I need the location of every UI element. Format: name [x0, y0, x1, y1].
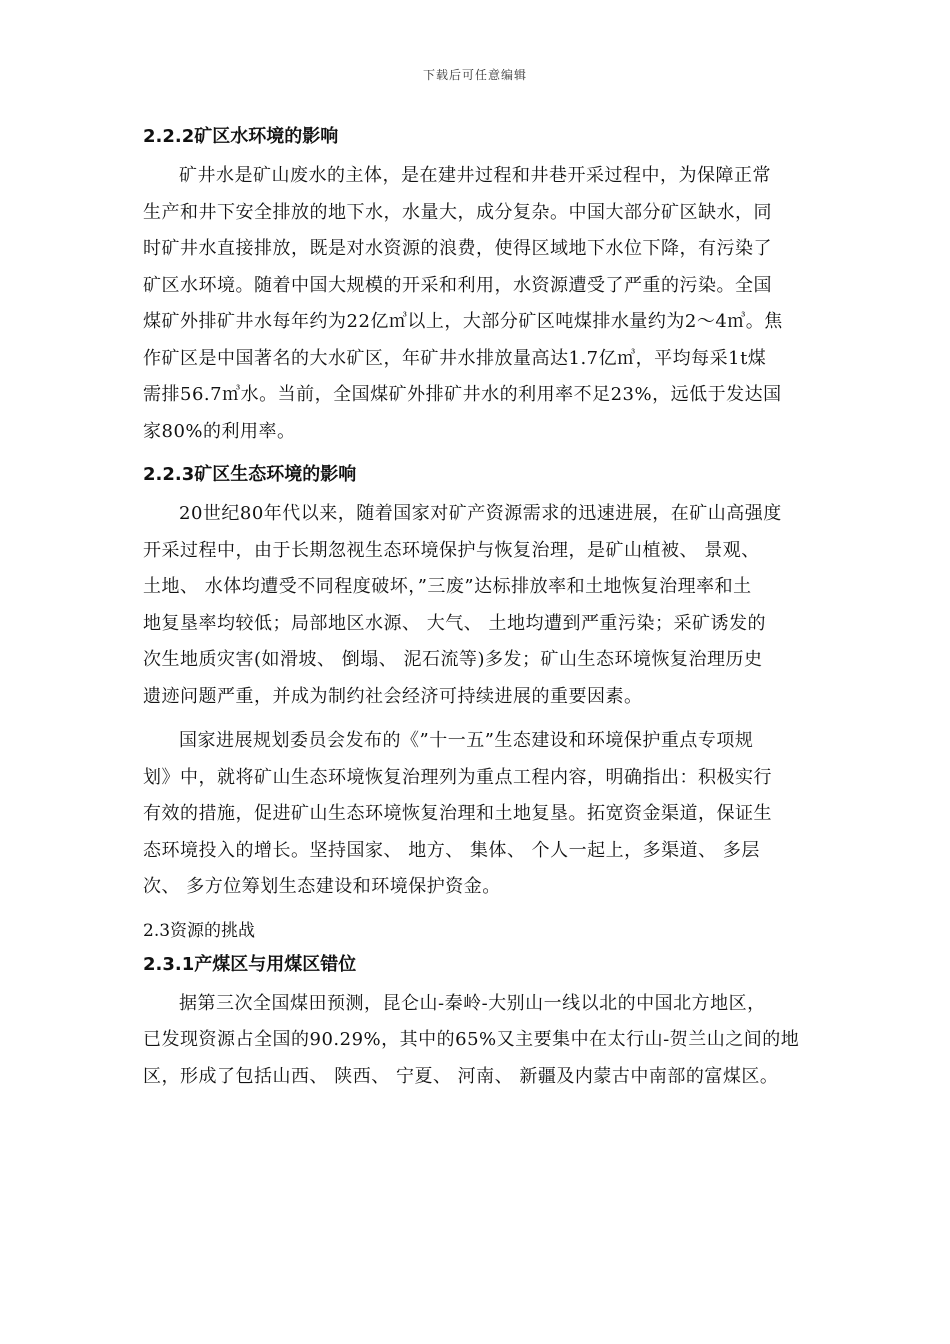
- text-line: 区，形成了包括山西、 陕西、 宁夏、 河南、 新疆及内蒙古中南部的富煤区。: [143, 1065, 779, 1087]
- text-line: 据第三次全国煤田预测，昆仑山-秦岭-大别山一线以北的中国北方地区，: [179, 992, 766, 1014]
- text-line: 次生地质灾害(如滑坡、 倒塌、 泥石流等)多发；矿山生态环境恢复治理历史: [143, 649, 763, 670]
- text-line: 态环境投入的增长。坚持国家、 地方、 集体、 个人一起上，多渠道、 多层: [143, 839, 760, 861]
- section-heading-2-2-3: 2.2.3矿区生态环境的影响: [143, 464, 357, 485]
- paragraph-mine-water: [143, 158, 813, 450]
- text-line: 时矿井水直接排放，既是对水资源的浪费，使得区域地下水位下降，有污染了: [143, 238, 772, 259]
- text-line: 矿井水是矿山废水的主体，是在建井过程和井巷开采过程中，为保障正常: [179, 165, 771, 186]
- text-line: 有效的措施，促进矿山生态环境恢复治理和土地复垦。拓宽资金渠道，保证生: [143, 803, 772, 824]
- text-line: 煤矿外排矿井水每年约为22亿㎥以上，大部分矿区吨煤排水量约为2～4㎥。焦: [143, 311, 783, 332]
- text-line: 国家进展规划委员会发布的《”十一五”生态建设和环境保护重点专项规: [179, 730, 754, 751]
- section-heading-2-3: 2.3资源的挑战: [143, 920, 256, 941]
- text-line: 地复垦率均较低；局部地区水源、 大气、 土地均遭到严重污染；采矿诱发的: [143, 612, 766, 634]
- text-line: 家80%的利用率。: [143, 420, 296, 442]
- section-heading-2-2-2: 2.2.2矿区水环境的影响: [143, 126, 339, 147]
- text-line: 需排56.7㎥水。当前，全国煤矿外排矿井水的利用率不足23%，远低于发达国: [143, 384, 782, 405]
- text-line: 土地、 水体均遭受不同程度破坏，”三废”达标排放率和土地恢复治理率和土: [143, 576, 752, 597]
- text-line: 作矿区是中国著名的大水矿区，年矿井水排放量高达1.7亿㎥，平均每采1t煤: [143, 347, 767, 369]
- text-line: 20世纪80年代以来，随着国家对矿产资源需求的迅速进展，在矿山高强度: [179, 503, 782, 524]
- text-line: 划》中，就将矿山生态环境恢复治理列为重点工程内容，明确指出：积极实行: [143, 766, 772, 788]
- text-line: 遗迹问题严重，并成为制约社会经济可持续进展的重要因素。: [143, 685, 643, 707]
- page-header: 下载后可任意编辑: [422, 68, 527, 82]
- paragraph-ecology-damage: [143, 496, 813, 715]
- text-line: 开采过程中，由于长期忽视生态环境保护与恢复治理，是矿山植被、 景观、: [143, 539, 760, 561]
- text-line: 已发现资源占全国的90.29%，其中的65%又主要集中在太行山-贺兰山之间的地: [143, 1029, 800, 1050]
- paragraph-planning-commission: [143, 723, 813, 906]
- document-body: [143, 120, 813, 1103]
- text-line: 次、 多方位筹划生态建设和环境保护资金。: [143, 876, 501, 897]
- text-line: 矿区水环境。随着中国大规模的开采和利用，水资源遭受了严重的污染。全国: [143, 274, 772, 296]
- text-line: 生产和井下安全排放的地下水，水量大，成分复杂。中国大部分矿区缺水，同: [143, 201, 772, 223]
- section-heading-2-3-1: 2.3.1产煤区与用煤区错位: [143, 953, 357, 975]
- paragraph-coal-distribution: [143, 986, 813, 1096]
